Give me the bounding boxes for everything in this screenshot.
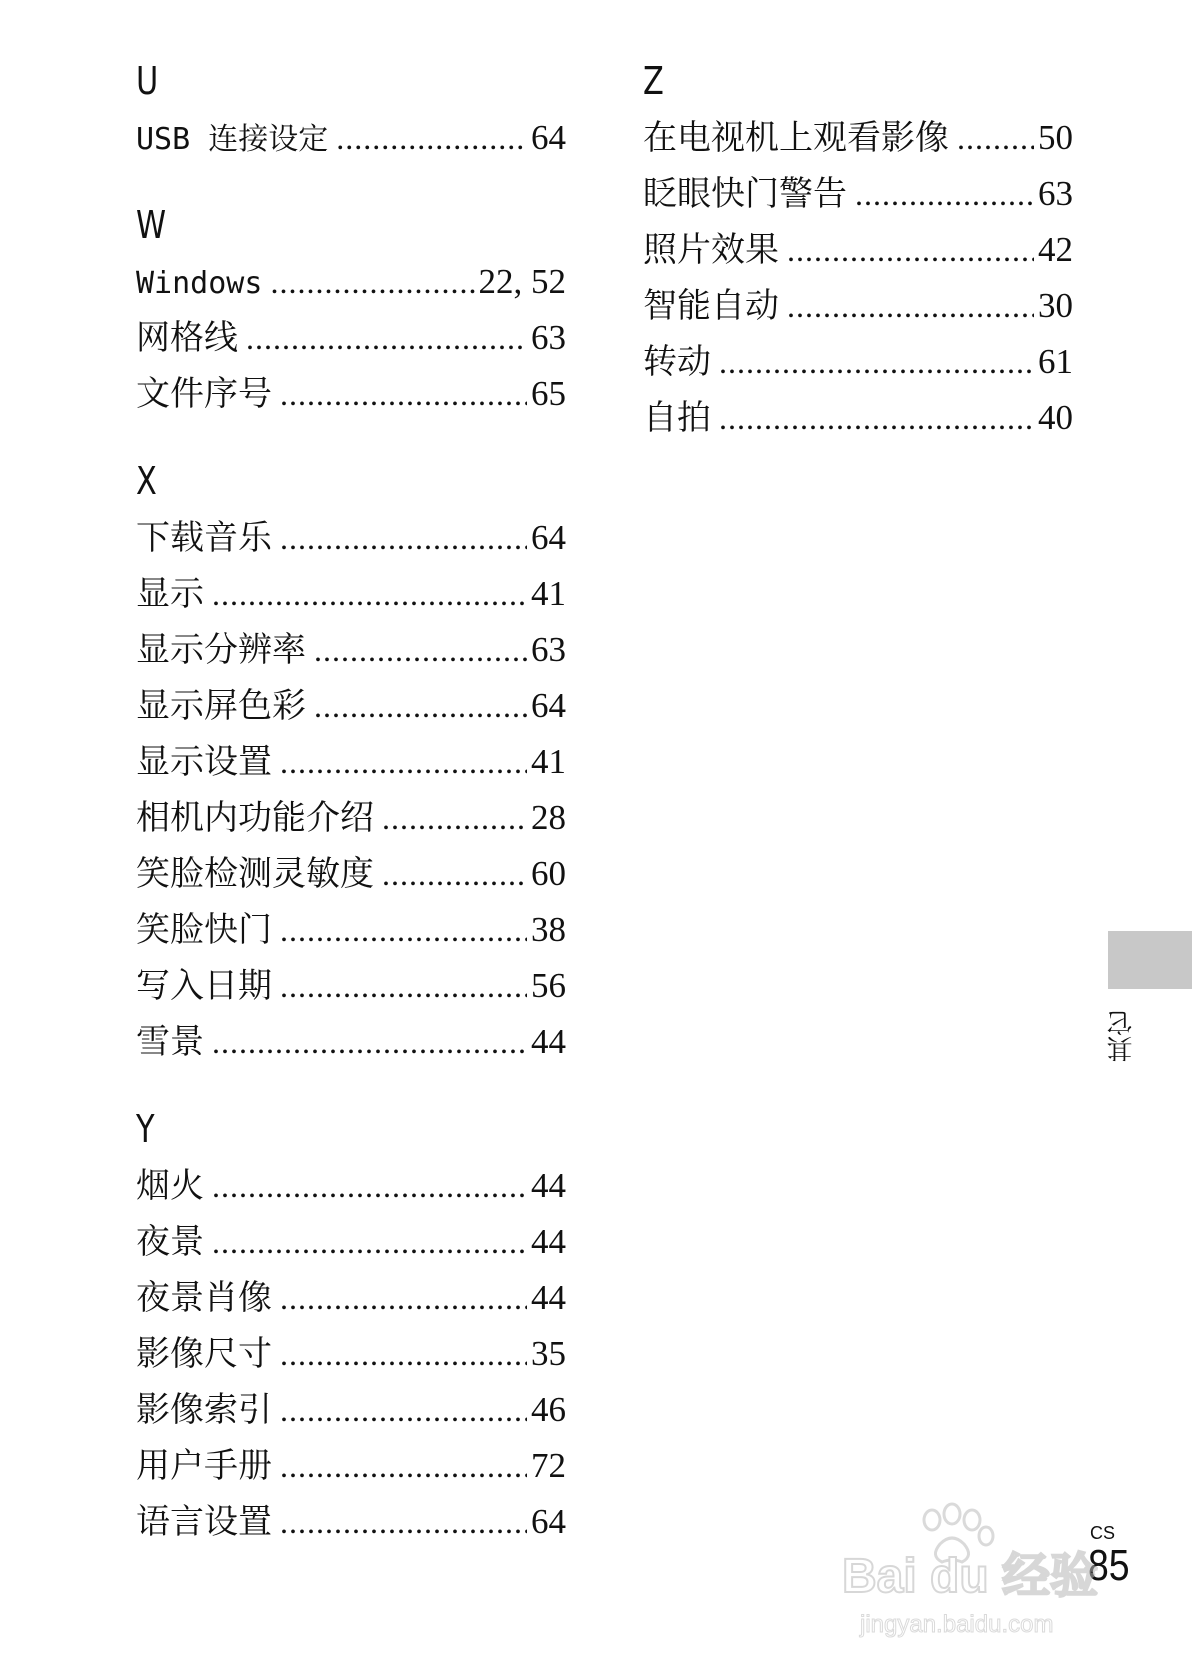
index-page-ref: 30	[1038, 286, 1073, 325]
leader-dots	[382, 790, 527, 846]
index-term: 显示分辨率	[136, 630, 306, 670]
index-page-ref: 44	[531, 1278, 566, 1317]
index-page-ref: 50	[1038, 118, 1073, 157]
index-entry	[136, 310, 566, 366]
leader-dots	[719, 390, 1034, 446]
index-term: 下载音乐	[136, 518, 272, 558]
index-entry	[643, 110, 1073, 166]
index-term: 影像索引	[136, 1390, 272, 1430]
leader-dots	[280, 902, 527, 958]
index-letter: W	[136, 203, 167, 247]
leader-dots	[336, 110, 527, 166]
index-term: 笑脸检测灵敏度	[136, 854, 374, 894]
index-page-ref: 64	[531, 118, 566, 157]
index-entry	[136, 622, 566, 678]
language-code: CS	[1090, 1523, 1116, 1543]
index-letter: Z	[643, 59, 664, 103]
index-page-ref: 63	[531, 630, 566, 669]
leader-dots	[957, 110, 1034, 166]
index-page-ref: 65	[531, 374, 566, 413]
index-entry	[136, 1214, 566, 1270]
index-entry	[643, 222, 1073, 278]
page-number: 85	[1088, 1541, 1130, 1590]
watermark-url: jingyan.baidu.com	[860, 1611, 1054, 1638]
leader-dots	[787, 222, 1034, 278]
index-entry	[136, 254, 566, 310]
index-entry	[136, 1014, 566, 1070]
index-entry	[643, 166, 1073, 222]
index-term: USB 连接设定	[136, 122, 329, 157]
index-letter: Y	[136, 1107, 155, 1151]
index-column-left	[136, 60, 566, 1588]
leader-dots	[787, 278, 1034, 334]
index-entry	[136, 678, 566, 734]
index-section-u	[136, 60, 566, 166]
index-entry	[136, 958, 566, 1014]
index-page-ref: 35	[531, 1334, 566, 1373]
index-entry	[136, 566, 566, 622]
leader-dots	[270, 254, 474, 310]
index-term: 用户手册	[136, 1446, 272, 1486]
index-term: 文件序号	[136, 374, 272, 414]
index-page-ref: 38	[531, 910, 566, 949]
index-entry	[136, 1270, 566, 1326]
index-page-ref: 72	[531, 1446, 566, 1485]
section-side-tab	[1108, 931, 1192, 989]
leader-dots	[212, 1014, 527, 1070]
index-section-w	[136, 204, 566, 422]
index-entry	[643, 390, 1073, 446]
index-term: 照片效果	[643, 230, 779, 270]
index-page-ref: 61	[1038, 342, 1073, 381]
leader-dots	[246, 310, 527, 366]
index-page-ref: 22, 52	[478, 262, 566, 301]
leader-dots	[280, 734, 527, 790]
index-entry	[136, 846, 566, 902]
index-term: 影像尺寸	[136, 1334, 272, 1374]
index-page-ref: 41	[531, 742, 566, 781]
leader-dots	[280, 510, 527, 566]
index-page-ref: 46	[531, 1390, 566, 1429]
leader-dots	[212, 1158, 527, 1214]
index-term: 自拍	[643, 398, 711, 438]
index-entry	[136, 790, 566, 846]
section-side-label: 其它	[1107, 1010, 1137, 1062]
index-page-ref: 42	[1038, 230, 1073, 269]
index-page-ref: 64	[531, 686, 566, 725]
leader-dots	[280, 1326, 527, 1382]
index-page-ref: 64	[531, 1502, 566, 1541]
leader-dots	[382, 846, 527, 902]
index-term: 夜景	[136, 1222, 204, 1262]
index-entry	[136, 1438, 566, 1494]
index-entry	[136, 1158, 566, 1214]
index-term: 网格线	[136, 318, 238, 358]
index-entry	[136, 902, 566, 958]
index-entry	[136, 510, 566, 566]
watermark-brand: Bai du 经验	[842, 1550, 1099, 1603]
index-entry	[643, 278, 1073, 334]
index-entry	[136, 734, 566, 790]
index-section-x	[136, 460, 566, 1070]
leader-dots	[314, 622, 527, 678]
index-entry	[136, 366, 566, 422]
index-term: 显示设置	[136, 742, 272, 782]
index-term: 智能自动	[643, 286, 779, 326]
index-page-ref: 41	[531, 574, 566, 613]
index-page-ref: 56	[531, 966, 566, 1005]
index-page-ref: 28	[531, 798, 566, 837]
index-term: 眨眼快门警告	[643, 174, 847, 214]
index-letter: X	[136, 459, 157, 503]
leader-dots	[280, 1494, 527, 1550]
leader-dots	[314, 678, 527, 734]
index-term: 语言设置	[136, 1502, 272, 1542]
index-entry	[136, 1382, 566, 1438]
leader-dots	[855, 166, 1034, 222]
leader-dots	[719, 334, 1034, 390]
index-page-ref: 44	[531, 1166, 566, 1205]
index-page-ref: 64	[531, 518, 566, 557]
index-page-ref: 63	[531, 318, 566, 357]
leader-dots	[280, 1270, 527, 1326]
index-page-ref: 63	[1038, 174, 1073, 213]
index-term: Windows	[136, 266, 263, 301]
index-term: 雪景	[136, 1022, 204, 1062]
index-term: 显示	[136, 574, 204, 614]
leader-dots	[280, 1382, 527, 1438]
index-page-ref: 44	[531, 1022, 566, 1061]
index-page-ref: 60	[531, 854, 566, 893]
index-column-right	[643, 60, 1073, 484]
leader-dots	[280, 366, 527, 422]
index-page-ref: 44	[531, 1222, 566, 1261]
index-letter: U	[136, 59, 159, 103]
baidu-watermark	[840, 1500, 1140, 1650]
index-entry	[136, 1494, 566, 1550]
index-term: 烟火	[136, 1166, 204, 1206]
index-term: 夜景肖像	[136, 1278, 272, 1318]
index-section-y	[136, 1108, 566, 1550]
leader-dots	[212, 1214, 527, 1270]
index-entry	[136, 1326, 566, 1382]
index-term: 在电视机上观看影像	[643, 118, 949, 158]
index-entry	[643, 334, 1073, 390]
index-term: 显示屏色彩	[136, 686, 306, 726]
index-term: 相机内功能介绍	[136, 798, 374, 838]
index-entry	[136, 110, 566, 166]
index-term: 笑脸快门	[136, 910, 272, 950]
leader-dots	[212, 566, 527, 622]
index-term: 写入日期	[136, 966, 272, 1006]
index-page-ref: 40	[1038, 398, 1073, 437]
index-term: 转动	[643, 342, 711, 382]
index-section-z	[643, 60, 1073, 446]
leader-dots	[280, 958, 527, 1014]
leader-dots	[280, 1438, 527, 1494]
